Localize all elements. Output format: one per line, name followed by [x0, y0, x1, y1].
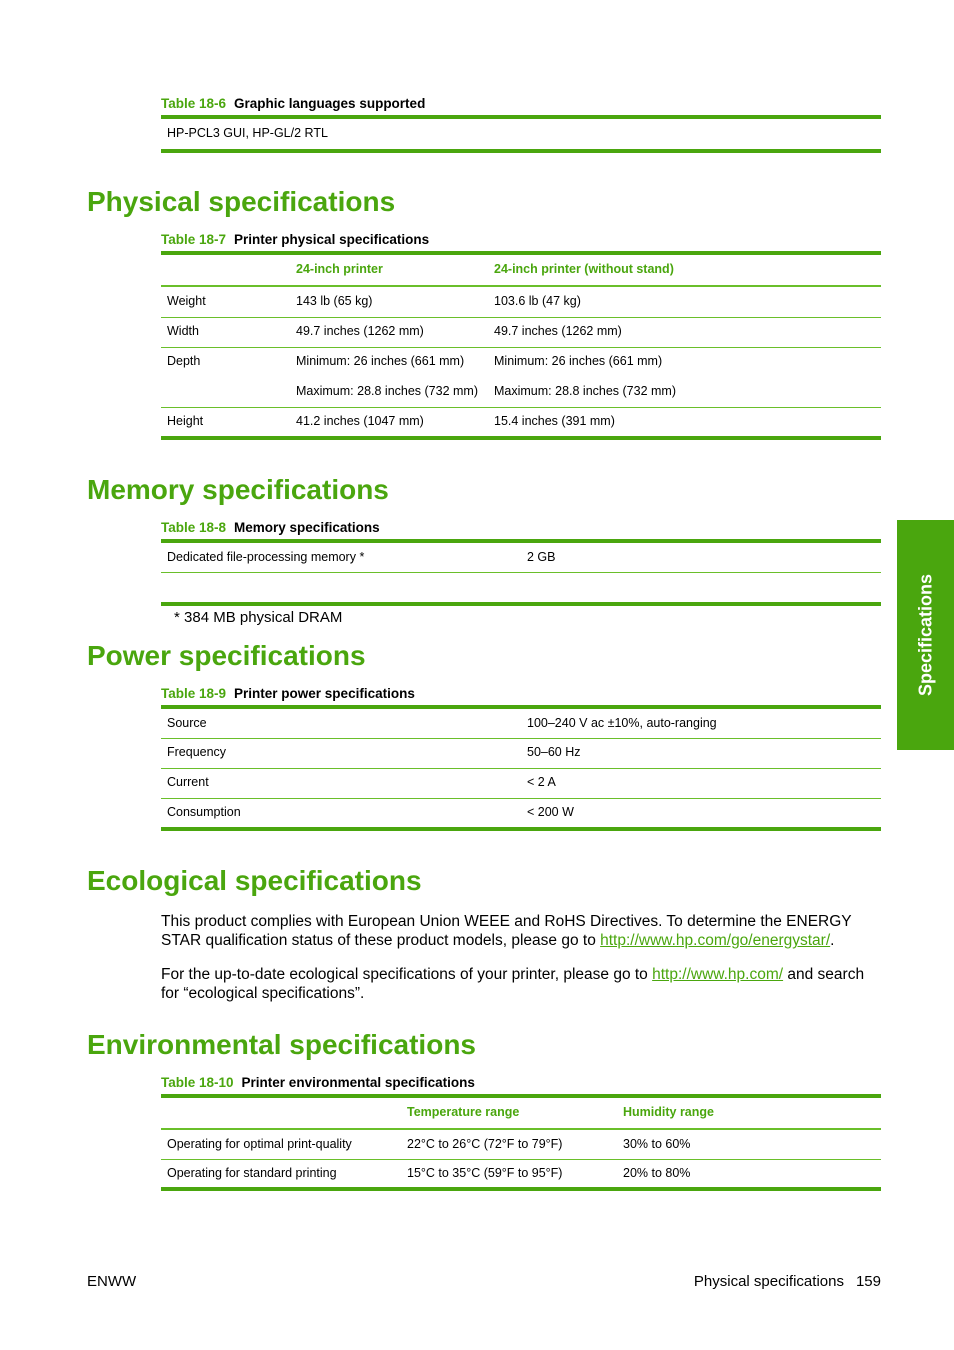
ecological-paragraph-2	[161, 965, 886, 1003]
table-number: Table 18-9	[161, 686, 227, 701]
table-bottom-rule	[161, 436, 881, 440]
row-label: Source	[167, 716, 207, 730]
row-label: Weight	[167, 294, 206, 308]
table-cell: 49.7 inches (1262 mm)	[494, 324, 622, 338]
table-bottom-rule	[161, 602, 881, 606]
table-cell: Minimum: 26 inches (661 mm)	[296, 354, 465, 368]
paragraph-text: .	[830, 932, 835, 949]
table-bottom-rule	[161, 827, 881, 831]
row-label: Current	[167, 775, 209, 789]
table-number: Table 18-7	[161, 232, 227, 247]
column-header: 24-inch printer (without stand)	[494, 262, 674, 276]
page-number: 159	[855, 1273, 881, 1290]
row-label: Dedicated file-processing memory *	[167, 550, 365, 564]
row-divider	[161, 1159, 881, 1160]
column-header: 24-inch printer	[296, 262, 383, 276]
table-number: Table 18-8	[161, 520, 227, 535]
row-label: Height	[167, 414, 204, 428]
table-caption-environmental	[161, 1075, 475, 1090]
table-caption-physical	[161, 232, 429, 247]
table-cell: 143 lb (65 kg)	[296, 294, 373, 308]
row-divider	[161, 768, 881, 769]
table-cell: 22°C to 26°C (72°F to 79°F)	[407, 1137, 563, 1151]
chapter-side-tab	[897, 520, 954, 750]
header-rule	[161, 285, 881, 287]
table-cell: 20% to 80%	[623, 1166, 691, 1180]
footer-right	[694, 1273, 881, 1290]
table-caption-memory	[161, 520, 380, 535]
table-cell: 49.7 inches (1262 mm)	[296, 324, 424, 338]
table-bottom-rule	[161, 149, 881, 153]
table-title: Printer physical specifications	[234, 232, 430, 247]
row-divider	[161, 798, 881, 799]
table-cell: 15.4 inches (391 mm)	[494, 414, 615, 428]
table-title: Memory specifications	[234, 520, 380, 535]
table-cell: < 2 A	[527, 775, 556, 789]
table-cell: Maximum: 28.8 inches (732 mm)	[296, 384, 479, 398]
column-header: Temperature range	[407, 1105, 520, 1119]
row-divider	[161, 738, 881, 739]
table-cell: 50–60 Hz	[527, 745, 581, 759]
table-cell: < 200 W	[527, 805, 574, 819]
section-heading-memory: Memory specifications	[87, 474, 389, 505]
table-cell: 100–240 V ac ±10%, auto-ranging	[527, 716, 717, 730]
table-title: Printer power specifications	[234, 686, 415, 701]
table-cell: 2 GB	[527, 550, 556, 564]
row-label: Consumption	[167, 805, 241, 819]
row-label: Frequency	[167, 745, 227, 759]
table-cell: 103.6 lb (47 kg)	[494, 294, 581, 308]
energystar-link[interactable]: http://www.hp.com/go/energystar/	[600, 932, 831, 949]
table-top-rule	[161, 1094, 881, 1098]
table-top-rule	[161, 705, 881, 709]
footer-left: ENWW	[87, 1273, 137, 1290]
table-caption-graphic	[161, 96, 425, 111]
section-heading-ecological: Ecological specifications	[87, 865, 422, 896]
graphic-languages-value: HP-PCL3 GUI, HP-GL/2 RTL	[167, 126, 328, 140]
row-divider	[161, 572, 881, 573]
row-label: Width	[167, 324, 199, 338]
row-divider	[161, 347, 881, 348]
paragraph-text: For the up-to-date ecological specifications of your printer, please go to	[161, 966, 653, 983]
ecological-paragraph-1	[161, 912, 886, 950]
chapter-side-tab-label: Specifications	[915, 573, 935, 697]
paragraph-text: and search for “ecological specifications”.	[161, 966, 865, 1002]
row-label: Depth	[167, 354, 201, 368]
paragraph-text: This product complies with European Union WEEE and RoHS Directives. To determine the ENERGY STAR qualification status of these product models, please go to	[161, 913, 852, 949]
section-heading-physical: Physical specifications	[87, 186, 396, 217]
hp-website-link[interactable]: http://www.hp.com/	[652, 966, 784, 983]
table-top-rule	[161, 251, 881, 255]
section-heading-power: Power specifications	[87, 640, 366, 671]
section-heading-environmental: Environmental specifications	[87, 1029, 476, 1060]
table-cell: 41.2 inches (1047 mm)	[296, 414, 424, 428]
header-rule	[161, 1128, 881, 1130]
table-title: Graphic languages supported	[234, 96, 426, 111]
table-footnote: * 384 MB physical DRAM	[174, 609, 343, 626]
table-cell: 30% to 60%	[623, 1137, 691, 1151]
table-top-rule	[161, 115, 881, 119]
table-cell: 15°C to 35°C (59°F to 95°F)	[407, 1166, 563, 1180]
table-cell: Maximum: 28.8 inches (732 mm)	[494, 384, 677, 398]
row-divider	[161, 317, 881, 318]
footer-section-label: Physical specifications	[693, 1273, 844, 1290]
row-label: Operating for standard printing	[167, 1166, 337, 1180]
table-title: Printer environmental specifications	[241, 1075, 475, 1090]
table-caption-power	[161, 686, 415, 701]
table-top-rule	[161, 539, 881, 543]
table-bottom-rule	[161, 1187, 881, 1191]
column-header: Humidity range	[623, 1105, 714, 1119]
table-number: Table 18-6	[161, 96, 227, 111]
table-number: Table 18-10	[161, 1075, 234, 1090]
row-divider	[161, 407, 881, 408]
row-label: Operating for optimal print-quality	[167, 1137, 352, 1151]
table-cell: Minimum: 26 inches (661 mm)	[494, 354, 663, 368]
